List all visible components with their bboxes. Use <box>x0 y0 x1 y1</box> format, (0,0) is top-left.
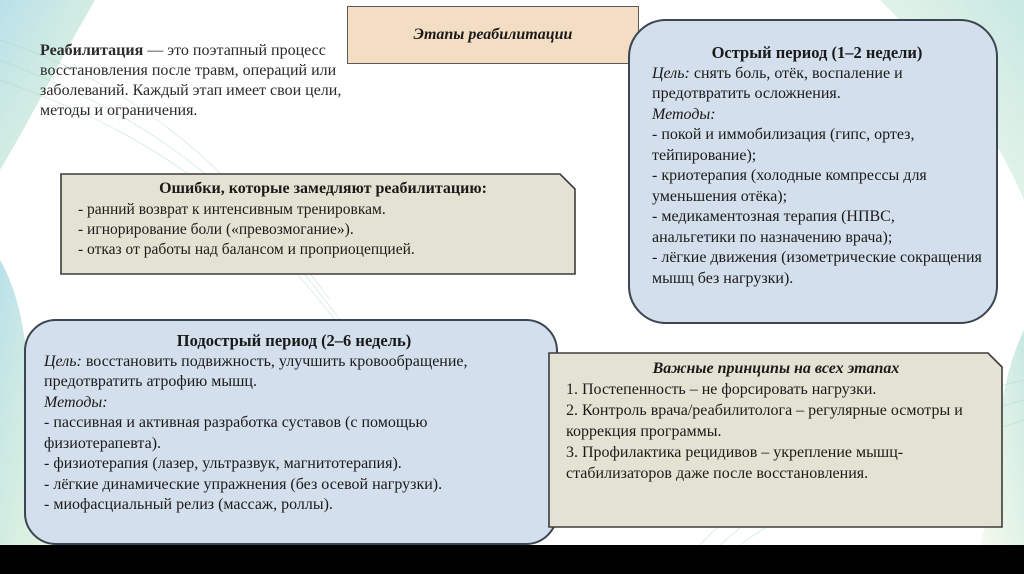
acute-goal-text: снять боль, отёк, воспаление и предотвратить осложнения. <box>652 64 903 102</box>
errors-item: - игнорирование боли («превозмогание»). <box>78 221 354 238</box>
intro-text: — это поэтапный процесс восстановления после травм, операций или заболеваний. Каждый этап имеет свои цели, методы и ограничения. <box>40 42 342 119</box>
subacute-method-item: - лёгкие динамические упражнения (без осевой нагрузки). <box>44 475 443 493</box>
principles-item: 2. Контроль врача/реабилитолога – регулярные осмотры и коррекция программы. <box>566 402 963 440</box>
subacute-goal-label: Цель: <box>44 352 86 370</box>
acute-heading: Острый период (1–2 недели) <box>711 43 923 62</box>
errors-item: - ранний возврат к интенсивным тренировкам. <box>78 201 386 218</box>
principles-panel <box>548 352 1003 528</box>
errors-panel <box>60 173 576 275</box>
principles-item: 3. Профилактика рецидивов – укрепление мышц-стабилизаторов даже после восстановления. <box>566 444 904 482</box>
intro-paragraph <box>40 41 370 121</box>
acute-method-item: - криотерапия (холодные компрессы для уменьшения отёка); <box>652 167 927 205</box>
acute-method-item: - лёгкие движения (изометрические сокращения мышц без нагрузки). <box>652 249 982 287</box>
acute-methods-label: Методы: <box>652 105 716 123</box>
subacute-goal-text: восстановить подвижность, улучшить кровообращение, предотвратить атрофию мышц. <box>44 352 468 390</box>
bottom-bar <box>0 545 1024 574</box>
acute-method-item: - медикаментозная терапия (НПВС, анальгетики по назначению врача); <box>652 208 895 246</box>
errors-item: - отказ от работы над балансом и проприоцепцией. <box>78 241 415 258</box>
principles-item: 1. Постепенность – не форсировать нагрузки. <box>566 381 877 398</box>
principles-heading: Важные принципы на всех этапах <box>652 360 900 377</box>
errors-heading: Ошибки, которые замедляют реабилитацию: <box>159 180 487 197</box>
subacute-method-item: - миофасциальный релиз (массаж, роллы). <box>44 496 333 513</box>
acute-method-item: - покой и иммобилизация (гипс, ортез, тейпирование); <box>652 126 915 164</box>
acute-goal <box>652 64 982 105</box>
subacute-methods-label: Методы: <box>44 393 108 411</box>
intro-term: Реабилитация <box>40 42 144 59</box>
subacute-goal <box>44 352 544 393</box>
subacute-period-panel <box>24 319 558 545</box>
acute-period-panel <box>628 19 998 324</box>
subacute-heading: Подострый период (2–6 недель) <box>176 331 412 350</box>
acute-goal-label: Цель: <box>652 64 690 82</box>
subacute-method-item: - физиотерапия (лазер, ультразвук, магнитотерапия). <box>44 455 402 472</box>
page-title: Этапы реабилитации <box>347 6 639 64</box>
subacute-method-item: - пассивная и активная разработка суставов (с помощью физиотерапевта). <box>44 414 428 452</box>
